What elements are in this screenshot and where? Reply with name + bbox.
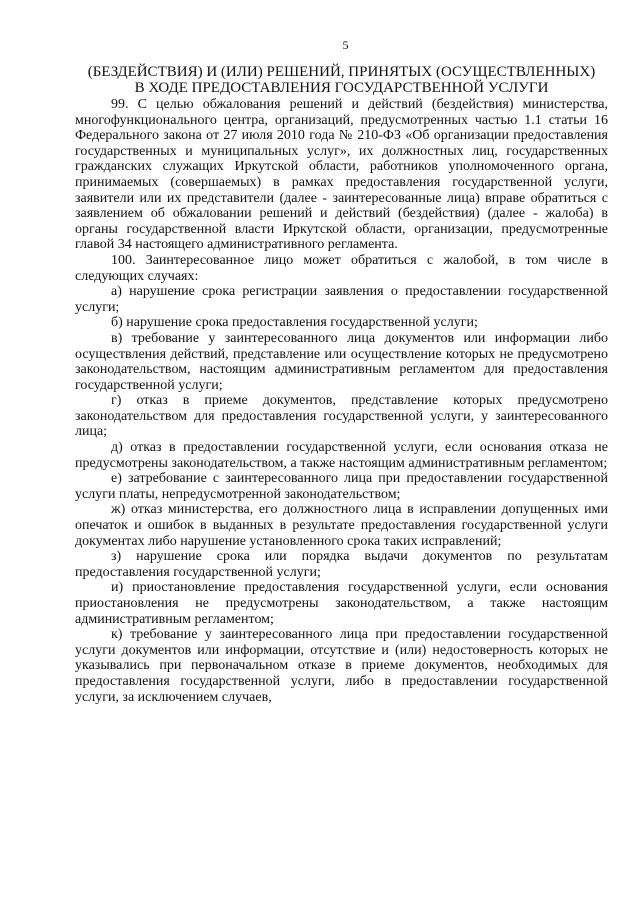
list-item-z: з) нарушение срока или порядка выдачи документов по результатам предоставления государственной услуги; <box>75 549 608 580</box>
list-item-b: б) нарушение срока предоставления государственной услуги; <box>111 315 478 331</box>
section-heading-line-2: В ХОДЕ ПРЕДОСТАВЛЕНИЯ ГОСУДАРСТВЕННОЙ УСЛУГИ <box>134 79 549 96</box>
list-item-a: а) нарушение срока регистрации заявления о предоставлении государственной услуги; <box>75 284 608 315</box>
paragraph-100: 100. Заинтересованное лицо может обратиться с жалобой, в том числе в следующих случаях: <box>75 252 608 284</box>
list-item-i: и) приостановление предоставления государственной услуги, если основания приостановления не предусмотрены законодательством, а также настоящим административным регламентом; <box>75 580 608 627</box>
paragraph-99: 99. С целью обжалования решений и действий (бездействия) министерства, многофункционального центра, организаций, предусмотренных частью 1.1 статьи 16 Федерального закона от 27 июля 2010 года № 210-ФЗ «Об организации предоставления государственных и муниципальных услуг», их должностных лиц, государственных гражданских служащих Иркутской области, работников уполномоченного органа, принимаемых (совершаемых) в рамках предоставления государственной услуги, заявители или их представители (далее - заинтересованные лица) вправе обратиться с заявлением об обжаловании решений и действий (бездействия) (далее - жалоба) в органы государственной власти Иркутской области, организации, предусмотренные главой 34 настоящего административного регламента. <box>75 97 608 253</box>
list-item-d: д) отказ в предоставлении государственной услуги, если основания отказа не предусмотрены законодательством, а также настоящим административным регламентом; <box>75 440 608 471</box>
page-number: 5 <box>342 38 349 52</box>
document-page <box>75 38 608 705</box>
list-item-e: е) затребование с заинтересованного лица при предоставлении государственной услуги платы, непредусмотренной законодательством; <box>75 471 608 502</box>
list-item-zh: ж) отказ министерства, его должностного лица в исправлении допущенных ими опечаток и ошибок в выданных в результате предоставления государственной услуги документах либо нарушение установленного срока таких исправлений; <box>75 502 608 549</box>
list-item-v: в) требование у заинтересованного лица документов или информации либо осуществления действий, представление или осуществление которых не предусмотрено законодательством, настоящим административным регламентом для предоставления государственной услуги; <box>75 330 608 393</box>
section-heading <box>75 65 608 96</box>
list-item-k: к) требование у заинтересованного лица при предоставлении государственной услуги документов или информации, отсутствие и (или) недостоверность которых не указывались при первоначальном отказе в приеме документов, необходимых для предоставления государственной услуги, либо в предоставлении государственной услуги, за исключением случаев, <box>75 627 608 705</box>
list-item-g: г) отказ в приеме документов, представление которых предусмотрено законодательством для предоставления государственной услуги, у заинтересованного лица; <box>75 393 608 440</box>
section-heading-line-1: (БЕЗДЕЙСТВИЯ) И (ИЛИ) РЕШЕНИЙ, ПРИНЯТЫХ (ОСУЩЕСТВЛЕННЫХ) <box>87 64 596 80</box>
